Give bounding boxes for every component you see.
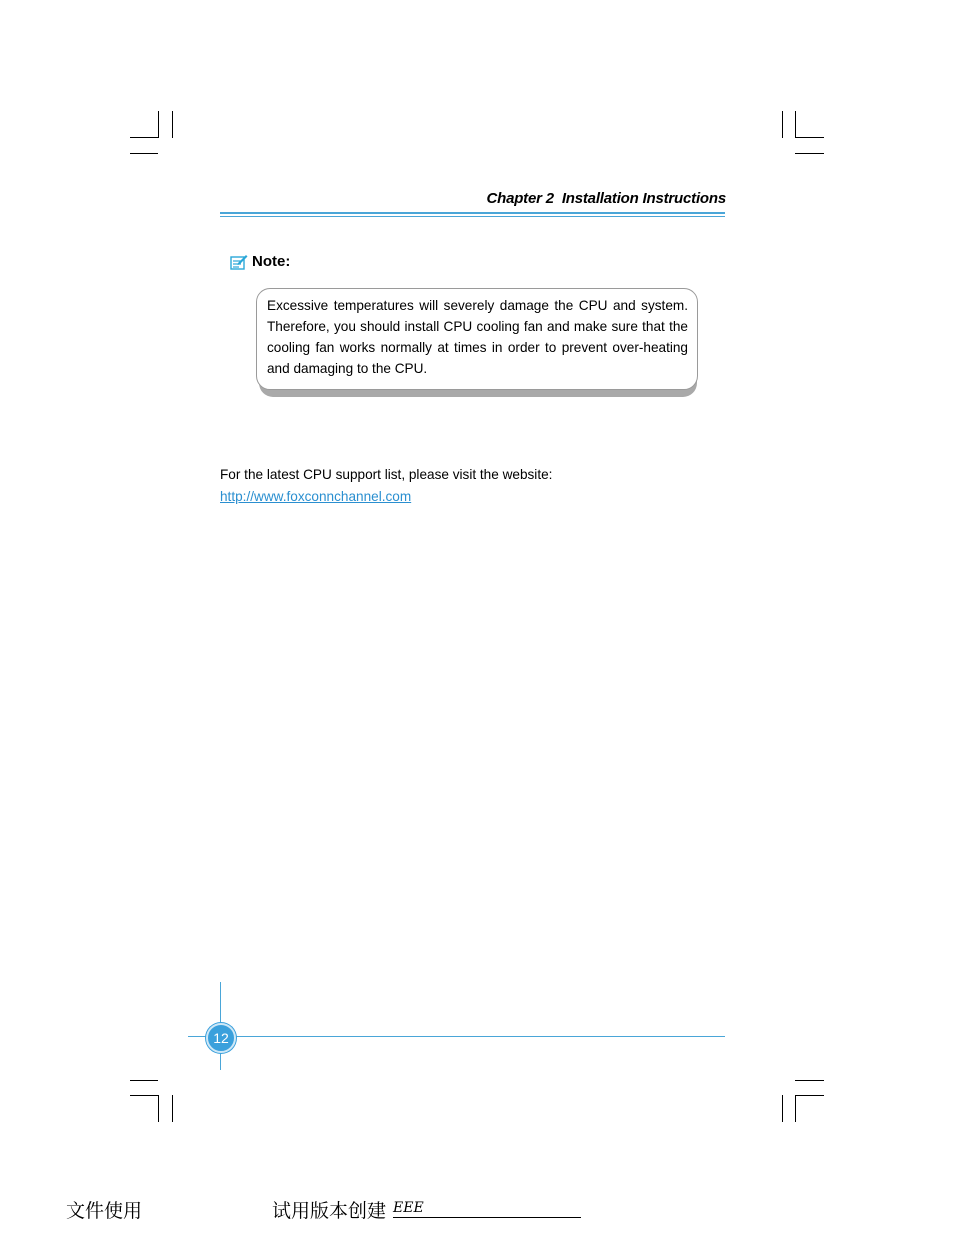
- crop-mark: [130, 1080, 158, 1081]
- note-title: Note:: [252, 253, 291, 270]
- crop-mark: [158, 111, 159, 138]
- crop-mark: [130, 153, 158, 154]
- crop-mark: [782, 1095, 783, 1122]
- note-text: Excessive temperatures will severely damage the CPU and system. Therefore, you should install CPU cooling fan and make sure that the cooling fan works normally at times in order to prevent over-heating and damaging to the CPU.: [267, 298, 688, 376]
- footer-horizontal-rule: [188, 1036, 725, 1037]
- section-title: Installation Instructions: [561, 190, 726, 207]
- crop-mark: [795, 111, 796, 138]
- crop-mark: [795, 1095, 796, 1122]
- crop-mark: [158, 1095, 159, 1122]
- page-number-badge: 12: [206, 1023, 236, 1053]
- crop-mark: [795, 1080, 824, 1081]
- support-text: For the latest CPU support list, please visit the website:: [220, 467, 553, 482]
- note-box: [256, 288, 698, 390]
- watermark-right-text: 试用版本创建: [272, 1200, 387, 1222]
- crop-mark: [172, 1095, 173, 1122]
- crop-mark: [795, 137, 824, 138]
- watermark-left-text: 文件使用: [66, 1200, 143, 1222]
- watermark-code: EEE: [393, 1200, 424, 1216]
- crop-mark: [795, 153, 824, 154]
- website-link[interactable]: http://www.foxconnchannel.com: [220, 489, 412, 504]
- crop-mark: [130, 1095, 158, 1096]
- chapter-header: [220, 190, 726, 207]
- crop-mark: [130, 137, 158, 138]
- header-rule: [220, 212, 725, 214]
- crop-mark: [795, 1095, 824, 1096]
- note-heading: [230, 253, 290, 270]
- note-pencil-icon: [230, 254, 248, 270]
- header-rule: [220, 216, 725, 217]
- chapter-label: Chapter 2: [486, 190, 554, 207]
- crop-mark: [782, 111, 783, 138]
- watermark-underline: [393, 1217, 581, 1218]
- crop-mark: [172, 111, 173, 138]
